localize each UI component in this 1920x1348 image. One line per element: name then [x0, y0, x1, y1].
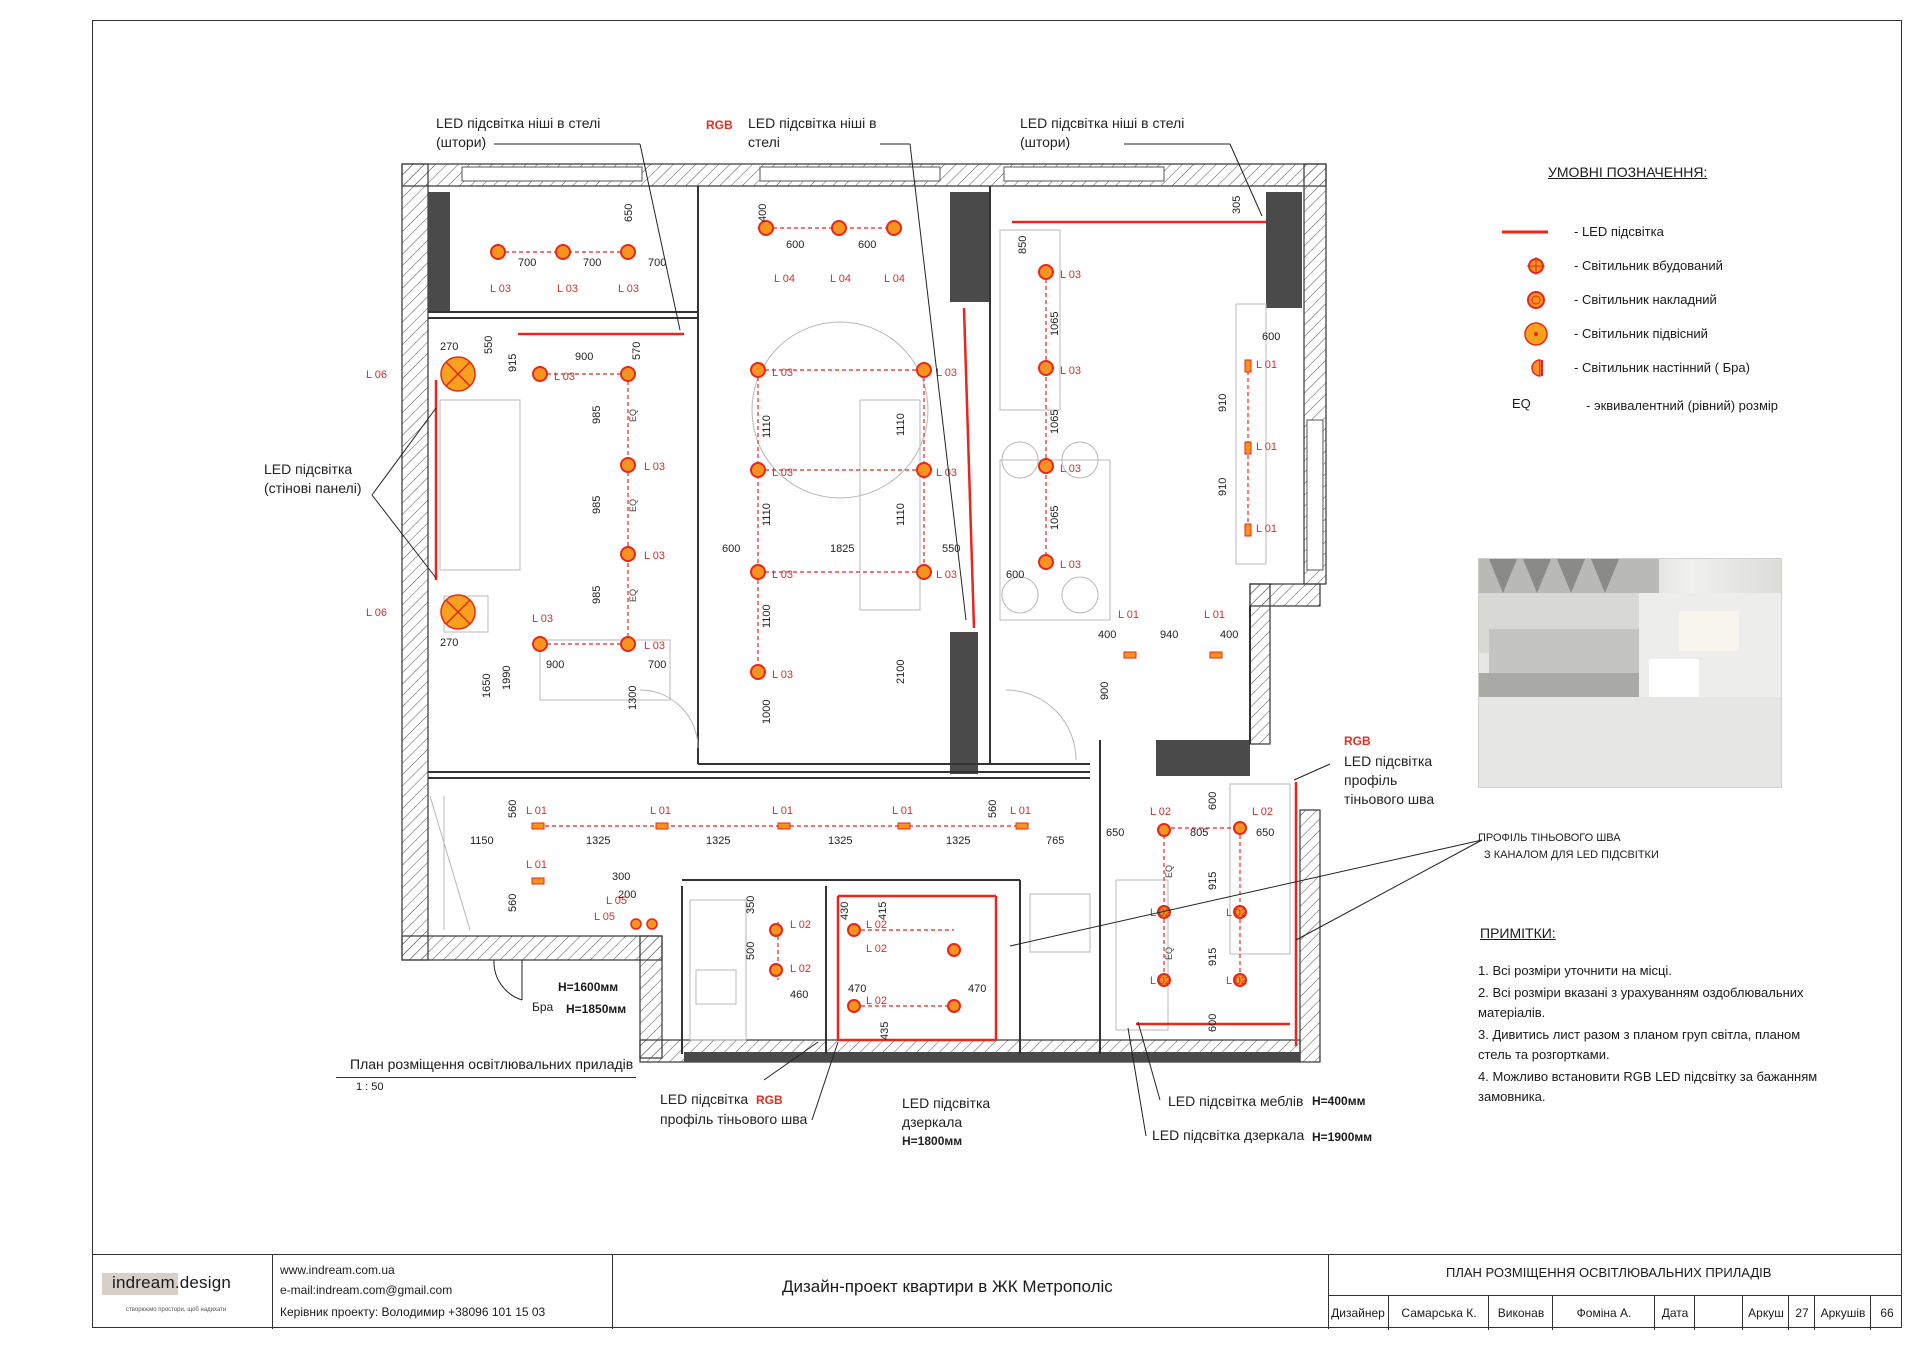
svg-text:600: 600 [722, 543, 741, 555]
led-strip-icon [1500, 220, 1550, 244]
led-mirror-bath-label: LED підсвітка дзеркала [1152, 1127, 1305, 1143]
led-mirror-bath-height: H=1900мм [1312, 1130, 1373, 1144]
svg-text:600: 600 [858, 239, 877, 251]
svg-text:400: 400 [1220, 629, 1239, 641]
legend-eq-label: - эквивалентний (рівний) розмір [1586, 398, 1779, 413]
svg-text:L 06: L 06 [366, 607, 388, 619]
rgb-right-tag: RGB [1344, 734, 1371, 748]
svg-text:570: 570 [631, 341, 643, 360]
logo [92, 1255, 272, 1329]
legend-title: УМОВНІ ПОЗНАЧЕННЯ: [1548, 164, 1708, 180]
svg-text:L 03: L 03 [490, 283, 512, 295]
svg-text:L 02: L 02 [1150, 975, 1172, 987]
website-link[interactable]: www.indream.com.ua [280, 1263, 395, 1277]
svg-text:L 02: L 02 [790, 919, 812, 931]
svg-text:700: 700 [648, 659, 667, 671]
svg-text:L 02: L 02 [866, 919, 888, 931]
svg-text:1325: 1325 [706, 835, 731, 847]
svg-text:L 01: L 01 [772, 805, 794, 817]
svg-text:L 02: L 02 [866, 995, 888, 1007]
notes [1478, 925, 1818, 1107]
bra-height-2: H=1850мм [566, 1002, 627, 1016]
svg-text:L 03: L 03 [644, 550, 666, 562]
led-curtain-right-label [1020, 114, 1184, 152]
led-wall-panels-label [264, 460, 362, 498]
svg-text:L 01: L 01 [892, 805, 914, 817]
svg-text:L 03: L 03 [557, 283, 579, 295]
svg-text:1110: 1110 [761, 415, 773, 438]
svg-text:600: 600 [1006, 569, 1025, 581]
svg-text:EQ: EQ [1164, 946, 1174, 960]
legend-recessed-light [1488, 254, 1818, 278]
title-block-fields [1328, 1295, 1902, 1330]
svg-text:L 01: L 01 [526, 859, 548, 871]
svg-text:900: 900 [546, 659, 565, 671]
legend-recessed-light-label: - Світильник вбудований [1574, 258, 1723, 273]
svg-text:EQ: EQ [628, 498, 638, 512]
svg-text:940: 940 [1160, 629, 1179, 641]
sheet-label: Аркуш [1742, 1296, 1789, 1330]
recessed-light-icon [1500, 254, 1550, 278]
divider [612, 1255, 613, 1329]
svg-text:1065: 1065 [1049, 409, 1061, 434]
svg-text:300: 300 [612, 871, 631, 883]
pendant-light-icon [1500, 322, 1550, 346]
svg-text:2100: 2100 [895, 659, 907, 684]
divider [272, 1255, 273, 1329]
svg-text:L 02: L 02 [1150, 907, 1172, 919]
svg-text:1325: 1325 [828, 835, 853, 847]
led-shadow-bottom-line1: LED підсвітка RGB [660, 1091, 783, 1107]
svg-text:L 03: L 03 [772, 669, 794, 681]
profile-note-line1: ПРОФІЛЬ ТІНЬОВОГО ШВА [1478, 832, 1621, 844]
svg-text:L 04: L 04 [830, 273, 852, 285]
led-furniture-label: LED підсвітка меблів [1168, 1093, 1304, 1109]
led-curtain-right-line2: (штори) [1020, 134, 1071, 150]
svg-text:L 03: L 03 [772, 569, 794, 581]
svg-text:400: 400 [757, 203, 769, 222]
svg-text:400: 400 [1098, 629, 1117, 641]
legend-wall-light [1488, 356, 1818, 380]
svg-text:270: 270 [440, 341, 459, 353]
svg-text:L 01: L 01 [1256, 441, 1278, 453]
svg-text:305: 305 [1231, 195, 1243, 214]
title-block [92, 1254, 1902, 1329]
svg-text:L 04: L 04 [884, 273, 906, 285]
svg-text:L 02: L 02 [1226, 907, 1248, 919]
bra-label: Бра [532, 1000, 554, 1014]
svg-text:L 02: L 02 [866, 943, 888, 955]
rgb-bottom-tag: RGB [755, 1093, 783, 1107]
svg-text:L 03: L 03 [1060, 269, 1082, 281]
svg-text:700: 700 [518, 257, 537, 269]
svg-text:L 06: L 06 [366, 369, 388, 381]
svg-text:915: 915 [1207, 947, 1219, 966]
pendant-lights [441, 357, 475, 629]
led-curtain-left-label [436, 114, 600, 152]
svg-text:1110: 1110 [895, 413, 907, 436]
svg-text:650: 650 [1256, 827, 1275, 839]
eq-symbol: EQ [1512, 396, 1531, 411]
sheet-number: 27 [1788, 1296, 1815, 1330]
svg-text:L 03: L 03 [532, 613, 554, 625]
designer-name: Самарська К. [1388, 1296, 1489, 1330]
legend-led-strip [1488, 220, 1818, 244]
designer-label: Дизайнер [1331, 1306, 1385, 1320]
svg-text:470: 470 [968, 983, 987, 995]
note-item: 4. Можливо встановити RGB LED підсвітку за бажанням замовника. [1478, 1069, 1818, 1104]
svg-text:L 03: L 03 [1060, 463, 1082, 475]
svg-text:L 03: L 03 [936, 467, 958, 479]
sheets-total: 66 [1870, 1296, 1903, 1330]
surface-light-icon [1500, 288, 1550, 312]
legend-pendant-light-label: - Світильник підвісний [1574, 326, 1708, 341]
project-manager: Керівник проекту: Володимир +38096 101 15 03 [280, 1305, 546, 1319]
wall-lights [631, 919, 657, 929]
svg-text:L 03: L 03 [644, 640, 666, 652]
svg-text:L 03: L 03 [644, 461, 666, 473]
caption-underline [336, 1077, 636, 1078]
svg-text:L 02: L 02 [790, 963, 812, 975]
led-curtain-left-line2: (штори) [436, 134, 487, 150]
svg-text:L 05: L 05 [606, 895, 628, 907]
led-mirror-line1: LED підсвітка [902, 1095, 991, 1111]
led-furniture-height: H=400мм [1312, 1094, 1366, 1108]
svg-text:415: 415 [877, 901, 889, 920]
svg-text:550: 550 [942, 543, 961, 555]
svg-text:1110: 1110 [761, 503, 773, 526]
bra-height-1: H=1600мм [558, 980, 619, 994]
svg-text:EQ: EQ [628, 408, 638, 422]
legend-surface-light-label: - Світильник накладний [1574, 292, 1717, 307]
svg-text:L 01: L 01 [1118, 609, 1140, 621]
svg-text:L 03: L 03 [554, 371, 576, 383]
svg-text:L 03: L 03 [772, 467, 794, 479]
svg-text:1100: 1100 [761, 604, 773, 628]
svg-text:985: 985 [591, 495, 603, 514]
rgb-top-tag: RGB [706, 118, 733, 132]
led-curtain-left-line1: LED підсвітка ніші в стелі [436, 115, 601, 131]
svg-text:L 04: L 04 [774, 273, 796, 285]
svg-text:600: 600 [1262, 331, 1281, 343]
led-mirror-height: H=1800мм [902, 1134, 963, 1148]
note-item: 3. Дивитись лист разом з планом груп світла, планом стель та розгортками. [1478, 1027, 1801, 1062]
legend-pendant-light [1488, 322, 1818, 346]
svg-text:L 02: L 02 [1252, 806, 1274, 818]
logo-tagline: створюємо простори, щоб надихати [126, 1307, 227, 1313]
sheets-label: Аркушів [1814, 1296, 1871, 1330]
svg-text:985: 985 [591, 405, 603, 424]
svg-text:765: 765 [1046, 835, 1065, 847]
led-shadow-right-label [1344, 752, 1434, 809]
profile-note [1478, 830, 1659, 864]
svg-text:L 05: L 05 [594, 911, 616, 923]
svg-text:560: 560 [507, 893, 519, 912]
svg-text:805: 805 [1190, 827, 1209, 839]
svg-text:600: 600 [1207, 1013, 1219, 1032]
svg-text:1000: 1000 [761, 699, 773, 724]
svg-text:460: 460 [790, 989, 809, 1001]
svg-text:700: 700 [648, 257, 667, 269]
svg-text:L 03: L 03 [1060, 365, 1082, 377]
svg-text:L 03: L 03 [936, 569, 958, 581]
executor-name: Фоміна А. [1552, 1296, 1655, 1330]
svg-text:1300: 1300 [627, 685, 639, 710]
date-value [1694, 1296, 1743, 1330]
bra-door-swing [494, 960, 522, 1000]
plan-scale: 1 : 50 [356, 1081, 384, 1093]
svg-text:915: 915 [1207, 871, 1219, 890]
led-ceiling-mid-line2: стелі [748, 134, 780, 150]
svg-text:700: 700 [583, 257, 602, 269]
led-shadow-right-line1: LED підсвітка [1344, 753, 1433, 769]
logo-text: indream.design [112, 1273, 232, 1292]
svg-text:1650: 1650 [481, 673, 493, 698]
svg-text:600: 600 [786, 239, 805, 251]
sheet-title: ПЛАН РОЗМІЩЕННЯ ОСВІТЛЮВАЛЬНИХ ПРИЛАДІВ [1446, 1265, 1772, 1280]
svg-text:1325: 1325 [946, 835, 971, 847]
svg-text:L 01: L 01 [1204, 609, 1226, 621]
led-shadow-bottom-label [660, 1090, 807, 1129]
svg-text:L 03: L 03 [772, 367, 794, 379]
svg-text:L 03: L 03 [618, 283, 640, 295]
svg-text:270: 270 [440, 637, 459, 649]
svg-text:900: 900 [1099, 681, 1111, 700]
svg-text:435: 435 [879, 1021, 891, 1040]
interior-walls [428, 192, 1302, 1062]
svg-text:EQ: EQ [628, 588, 638, 602]
wall-light-icon [1500, 356, 1550, 380]
led-curtain-right-line1: LED підсвітка ніші в стелі [1020, 115, 1185, 131]
svg-text:1825: 1825 [830, 543, 855, 555]
legend [1488, 160, 1818, 420]
svg-text:L 03: L 03 [1060, 559, 1082, 571]
svg-text:900: 900 [575, 351, 594, 363]
note-item: 2. Всі розміри вказані з урахуванням оздоблювальних матеріалів. [1478, 985, 1804, 1020]
svg-text:L 03: L 03 [936, 367, 958, 379]
svg-text:EQ: EQ [1164, 864, 1174, 878]
svg-text:L 01: L 01 [1010, 805, 1032, 817]
svg-text:470: 470 [848, 983, 867, 995]
svg-text:1110: 1110 [895, 503, 907, 526]
led-wall-panels-line1: LED підсвітка [264, 461, 353, 477]
executor-label: Виконав [1488, 1296, 1553, 1330]
svg-text:1065: 1065 [1049, 311, 1061, 336]
led-shadow-bottom-line2: профіль тіньового шва [660, 1111, 808, 1127]
legend-led-strip-label: - LED підсвітка [1574, 224, 1664, 239]
led-wall-panels-line2: (стінові панелі) [264, 480, 362, 496]
svg-text:1150: 1150 [470, 835, 494, 847]
svg-text:1325: 1325 [586, 835, 611, 847]
svg-text:L 02: L 02 [1150, 806, 1172, 818]
notes-title: ПРИМІТКИ: [1480, 925, 1556, 941]
profile-note-line2: З КАНАЛОМ ДЛЯ LED ПІДСВІТКИ [1484, 849, 1659, 861]
svg-text:915: 915 [507, 353, 519, 372]
svg-text:850: 850 [1017, 235, 1029, 254]
led-shadow-right-line2: профіль [1344, 772, 1398, 788]
email-link[interactable]: e-mail:indream.com@gmail.com [280, 1283, 453, 1297]
svg-text:L 01: L 01 [650, 805, 672, 817]
svg-text:1065: 1065 [1049, 505, 1061, 530]
svg-text:560: 560 [987, 799, 999, 818]
svg-text:200: 200 [618, 889, 637, 901]
shadow-profile-photo [1478, 558, 1782, 788]
date-label: Дата [1654, 1296, 1695, 1330]
led-mirror-label [902, 1094, 990, 1151]
svg-text:650: 650 [1106, 827, 1125, 839]
svg-text:910: 910 [1217, 477, 1229, 496]
legend-surface-light [1488, 288, 1818, 312]
project-title: Дизайн-проект квартири в ЖК Метрополіс [782, 1277, 1113, 1296]
svg-text:L 02: L 02 [1226, 975, 1248, 987]
svg-text:910: 910 [1217, 393, 1229, 412]
svg-text:430: 430 [839, 901, 851, 920]
svg-text:650: 650 [623, 203, 635, 222]
svg-text:550: 550 [483, 335, 495, 354]
svg-text:L 01: L 01 [1256, 523, 1278, 535]
svg-text:600: 600 [1207, 791, 1219, 810]
led-ceiling-mid-line1: LED підсвітка ніші в [748, 115, 877, 131]
plan-caption: План розміщення освітлювальних приладів [350, 1056, 634, 1072]
legend-eq [1488, 394, 1818, 418]
legend-wall-light-label: - Світильник настінний ( Бра) [1574, 360, 1750, 375]
svg-text:985: 985 [591, 585, 603, 604]
svg-text:560: 560 [507, 799, 519, 818]
led-shadow-right-line3: тіньового шва [1344, 791, 1435, 807]
svg-text:1990: 1990 [501, 665, 513, 690]
svg-text:L 01: L 01 [1256, 359, 1278, 371]
svg-text:L 01: L 01 [526, 805, 548, 817]
led-mirror-line2: дзеркала [902, 1114, 963, 1130]
svg-text:500: 500 [745, 941, 757, 960]
note-item: 1. Всі розміри уточнити на місці. [1478, 963, 1672, 978]
led-ceiling-mid-label [748, 114, 877, 152]
profile-illustration [1479, 559, 1781, 787]
svg-text:350: 350 [745, 895, 757, 914]
